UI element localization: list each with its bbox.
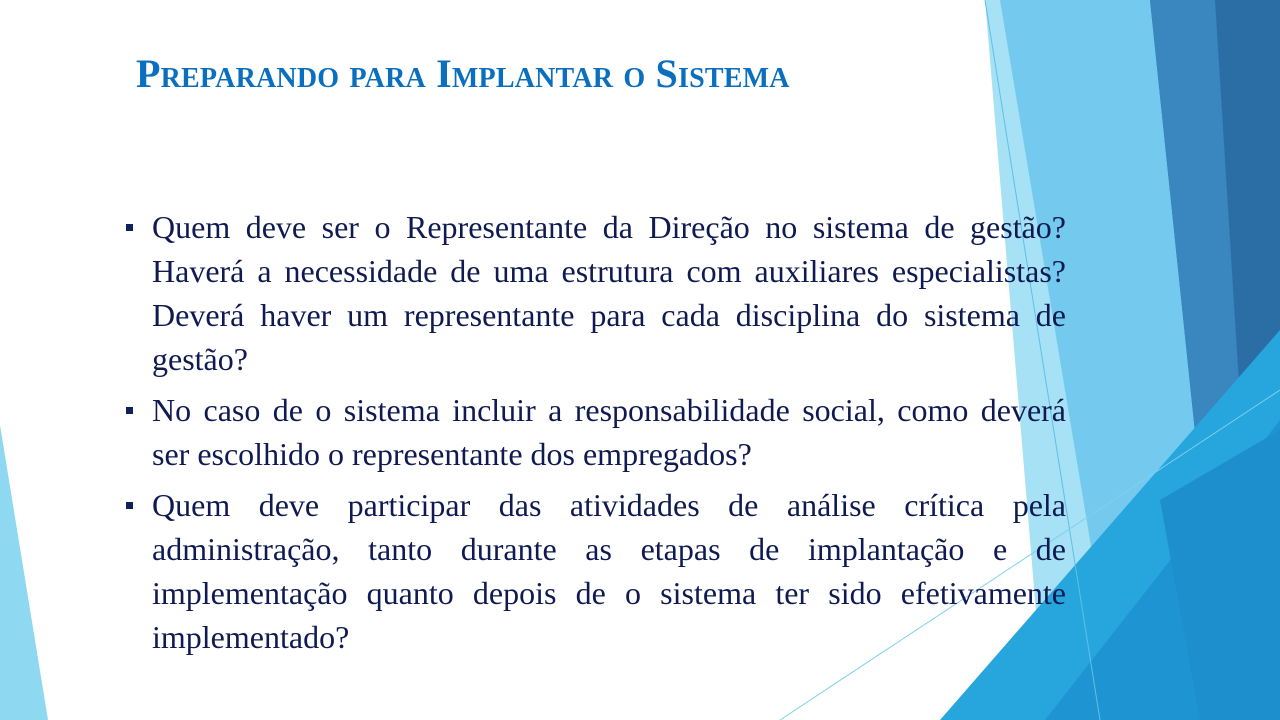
bullet-item <box>122 388 1066 476</box>
bullet-text: No caso de o sistema incluir a responsabilidade social, como deverá ser escolhido o representante dos empregados? <box>152 392 1066 472</box>
bullet-item <box>122 205 1066 381</box>
bullet-list <box>122 205 1066 666</box>
bullet-item <box>122 483 1066 659</box>
bullet-text: Quem deve participar das atividades de análise crítica pela administração, tanto durante as etapas de implantação e de implementação quanto depois de o sistema ter sido efetivamente implementado? <box>152 487 1066 655</box>
square-bullet-icon <box>126 407 133 414</box>
slide-title: Preparando para Implantar o Sistema <box>136 51 790 96</box>
left-accent-shape <box>0 425 48 720</box>
bullet-text: Quem deve ser o Representante da Direção no sistema de gestão? Haverá a necessidade de uma estrutura com auxiliares especialistas? Deverá haver um representante para cada disciplina do sistema de gestão? <box>152 209 1066 377</box>
square-bullet-icon <box>126 224 133 231</box>
square-bullet-icon <box>126 502 133 509</box>
